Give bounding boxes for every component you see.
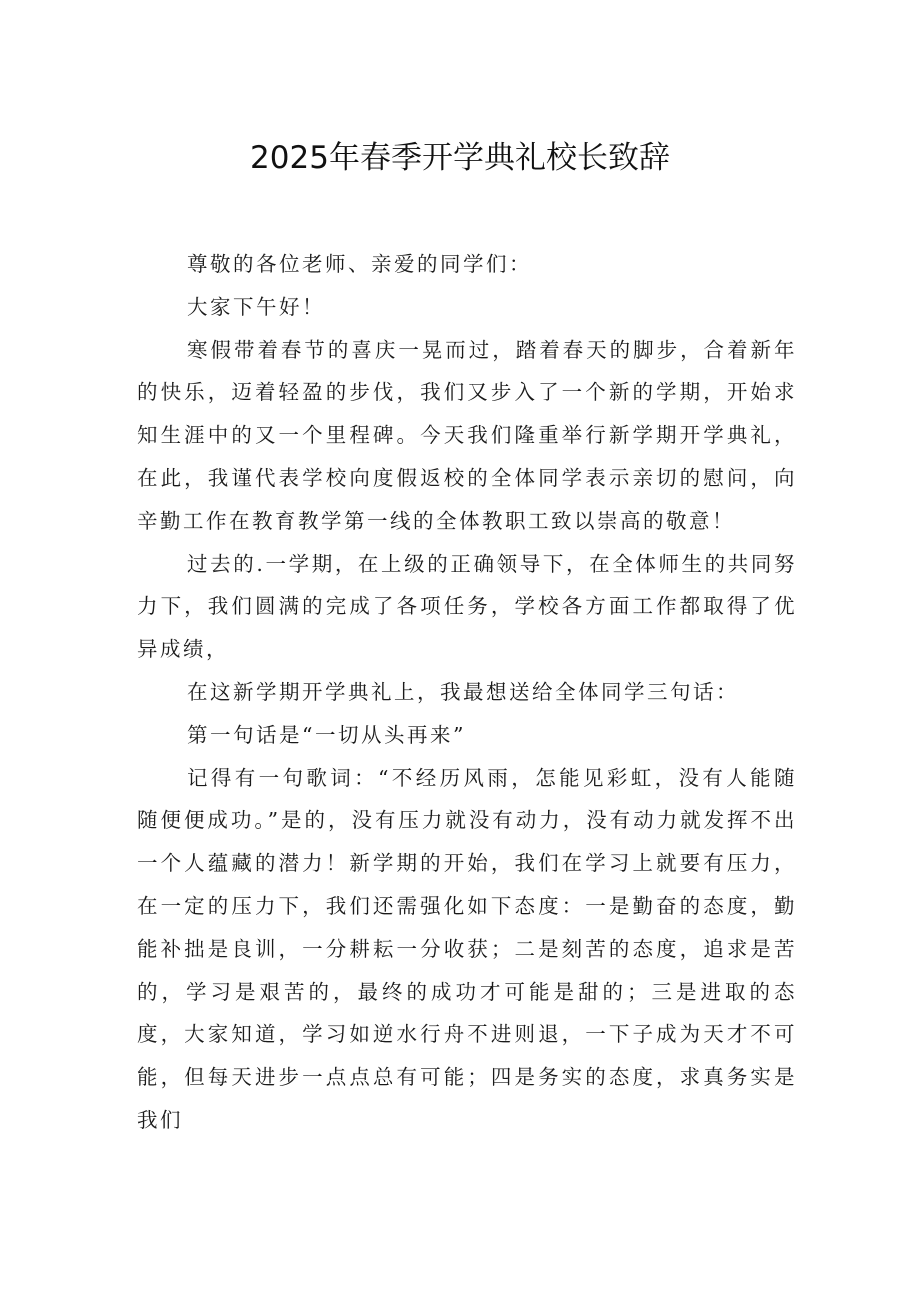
paragraph-three-sentences-intro: 在这新学期开学典礼上，我最想送给全体同学三句话： bbox=[187, 679, 739, 704]
paragraph-greeting: 大家下午好！ bbox=[187, 294, 325, 319]
document-body bbox=[137, 243, 797, 1142]
paragraph-first-sentence-heading: 第一句话是“一切从头再来” bbox=[187, 722, 466, 747]
paragraph-first-sentence-body: 记得有一句歌词：“不经历风雨，怎能见彩虹，没有人能随随便便成功。”是的，没有压力就没有动力，没有动力就发挥不出一个人蕴藏的潜力！新学期的开始，我们在学习上就要有压力，在一定的压力下，我们还需强化如下态度：一是勤奋的态度，勤能补拙是良训，一分耕耘一分收获；二是刻苦的态度，追求是苦的，学习是艰苦的，最终的成功才可能是甜的；三是进取的态度，大家知道，学习如逆水行舟不进则退，一下子成为天才不可能，但每天进步一点点总有可能；四是务实的态度，求真务实是我们 bbox=[137, 765, 797, 1132]
document-title: 2025年春季开学典礼校长致辞 bbox=[250, 140, 670, 176]
paragraph-opening: 寒假带着春节的喜庆一晃而过，踏着春天的脚步，合着新年的快乐，迈着轻盈的步伐，我们又步入了一个新的学期，开始求知生涯中的又一个里程碑。今天我们隆重举行新学期开学典礼，在此，我谨代表学校向度假返校的全体同学表示亲切的慰问，向辛勤工作在教育教学第一线的全体教职工致以崇高的敬意！ bbox=[137, 337, 797, 533]
paragraph-past-semester: 过去的.一学期，在上级的正确领导下，在全体师生的共同努力下，我们圆满的完成了各项任务，学校各方面工作都取得了优异成绩， bbox=[137, 551, 797, 662]
paragraph-salutation: 尊敬的各位老师、亲爱的同学们： bbox=[187, 252, 532, 276]
